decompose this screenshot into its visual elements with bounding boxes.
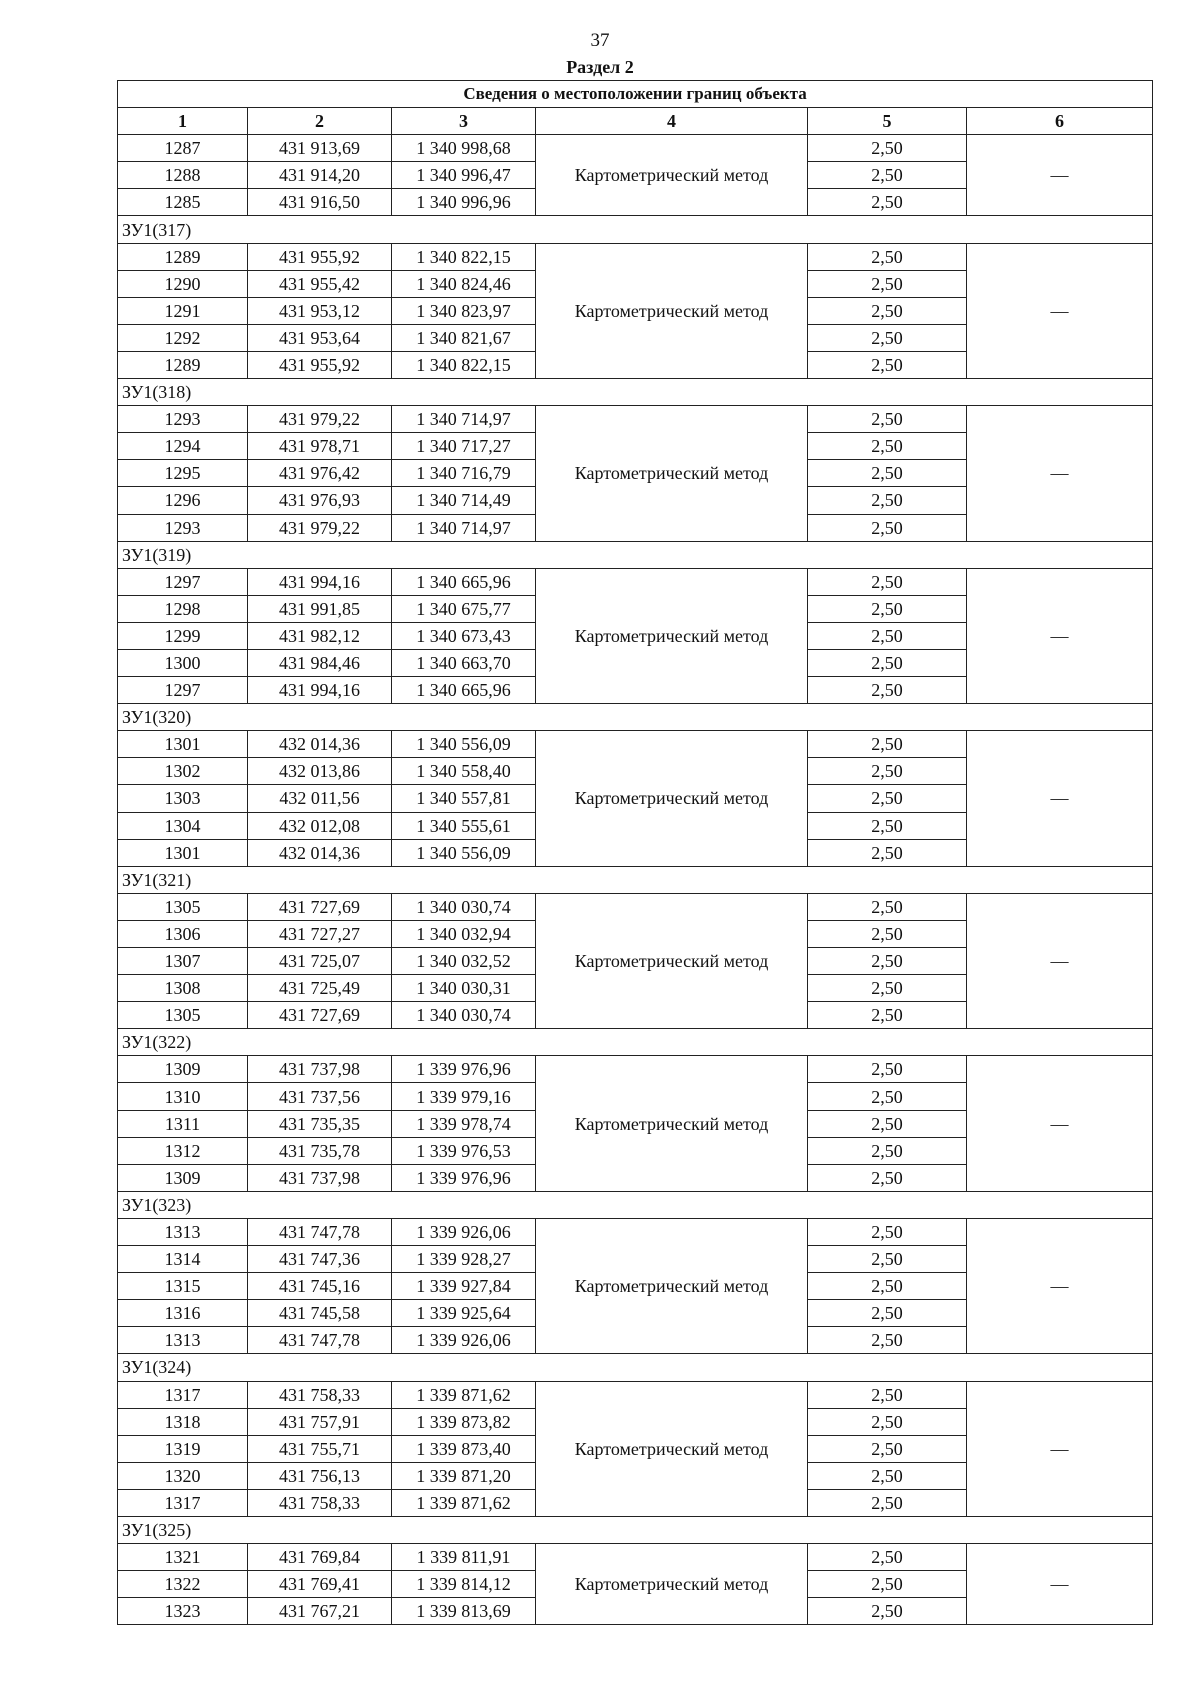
- point-number-cell: 1289: [118, 243, 248, 270]
- point-number-cell: 1297: [118, 677, 248, 704]
- x-coordinate-cell: 431 737,56: [248, 1083, 392, 1110]
- precision-cell: 2,50: [808, 1056, 967, 1083]
- description-cell: —: [967, 406, 1153, 541]
- table-title: Сведения о местоположении границ объекта: [118, 81, 1153, 108]
- point-number-cell: 1288: [118, 162, 248, 189]
- precision-cell: 2,50: [808, 839, 967, 866]
- point-number-cell: 1291: [118, 297, 248, 324]
- precision-cell: 2,50: [808, 297, 967, 324]
- precision-cell: 2,50: [808, 1273, 967, 1300]
- point-number-cell: 1308: [118, 975, 248, 1002]
- y-coordinate-cell: 1 340 996,96: [392, 189, 536, 216]
- y-coordinate-cell: 1 339 927,84: [392, 1273, 536, 1300]
- precision-cell: 2,50: [808, 351, 967, 378]
- y-coordinate-cell: 1 339 871,20: [392, 1462, 536, 1489]
- point-number-cell: 1305: [118, 1002, 248, 1029]
- precision-cell: 2,50: [808, 1408, 967, 1435]
- x-coordinate-cell: 432 013,86: [248, 758, 392, 785]
- table-row: [118, 1056, 1153, 1083]
- precision-cell: 2,50: [808, 1571, 967, 1598]
- point-number-cell: 1313: [118, 1327, 248, 1354]
- x-coordinate-cell: 431 735,35: [248, 1110, 392, 1137]
- precision-cell: 2,50: [808, 893, 967, 920]
- point-number-cell: 1292: [118, 324, 248, 351]
- y-coordinate-cell: 1 340 998,68: [392, 135, 536, 162]
- x-coordinate-cell: 431 767,21: [248, 1598, 392, 1625]
- x-coordinate-cell: 431 955,92: [248, 351, 392, 378]
- precision-cell: 2,50: [808, 1002, 967, 1029]
- x-coordinate-cell: 431 737,98: [248, 1164, 392, 1191]
- point-number-cell: 1296: [118, 487, 248, 514]
- precision-cell: 2,50: [808, 948, 967, 975]
- y-coordinate-cell: 1 340 714,49: [392, 487, 536, 514]
- x-coordinate-cell: 431 758,33: [248, 1489, 392, 1516]
- group-row: [118, 541, 1153, 568]
- point-number-cell: 1311: [118, 1110, 248, 1137]
- point-number-cell: 1309: [118, 1056, 248, 1083]
- y-coordinate-cell: 1 339 871,62: [392, 1381, 536, 1408]
- point-number-cell: 1289: [118, 351, 248, 378]
- x-coordinate-cell: 431 953,64: [248, 324, 392, 351]
- x-coordinate-cell: 431 955,92: [248, 243, 392, 270]
- y-coordinate-cell: 1 340 996,47: [392, 162, 536, 189]
- x-coordinate-cell: 431 745,58: [248, 1300, 392, 1327]
- method-cell: Картометрический метод: [536, 135, 808, 216]
- point-number-cell: 1322: [118, 1571, 248, 1598]
- precision-cell: 2,50: [808, 677, 967, 704]
- table-row: [118, 243, 1153, 270]
- method-cell: Картометрический метод: [536, 406, 808, 541]
- y-coordinate-cell: 1 339 811,91: [392, 1544, 536, 1571]
- x-coordinate-cell: 432 014,36: [248, 731, 392, 758]
- point-number-cell: 1318: [118, 1408, 248, 1435]
- x-coordinate-cell: 431 747,78: [248, 1327, 392, 1354]
- precision-cell: 2,50: [808, 1164, 967, 1191]
- precision-cell: 2,50: [808, 324, 967, 351]
- point-number-cell: 1297: [118, 568, 248, 595]
- y-coordinate-cell: 1 340 714,97: [392, 406, 536, 433]
- group-row: [118, 379, 1153, 406]
- precision-cell: 2,50: [808, 920, 967, 947]
- x-coordinate-cell: 431 758,33: [248, 1381, 392, 1408]
- y-coordinate-cell: 1 339 928,27: [392, 1246, 536, 1273]
- x-coordinate-cell: 431 747,78: [248, 1218, 392, 1245]
- precision-cell: 2,50: [808, 433, 967, 460]
- group-label: ЗУ1(322): [118, 1029, 1153, 1056]
- x-coordinate-cell: 431 769,84: [248, 1544, 392, 1571]
- precision-cell: 2,50: [808, 1218, 967, 1245]
- y-coordinate-cell: 1 340 557,81: [392, 785, 536, 812]
- precision-cell: 2,50: [808, 1544, 967, 1571]
- y-coordinate-cell: 1 340 714,97: [392, 514, 536, 541]
- description-cell: —: [967, 135, 1153, 216]
- boundary-coordinates-table: [117, 80, 1153, 1625]
- group-label: ЗУ1(320): [118, 704, 1153, 731]
- y-coordinate-cell: 1 339 873,82: [392, 1408, 536, 1435]
- point-number-cell: 1305: [118, 893, 248, 920]
- table-body: [118, 135, 1153, 1625]
- table-row: [118, 1381, 1153, 1408]
- method-cell: Картометрический метод: [536, 1056, 808, 1191]
- point-number-cell: 1303: [118, 785, 248, 812]
- group-row: [118, 1191, 1153, 1218]
- x-coordinate-cell: 431 991,85: [248, 595, 392, 622]
- precision-cell: 2,50: [808, 731, 967, 758]
- x-coordinate-cell: 431 745,16: [248, 1273, 392, 1300]
- x-coordinate-cell: 431 756,13: [248, 1462, 392, 1489]
- point-number-cell: 1300: [118, 649, 248, 676]
- column-header: 3: [392, 108, 536, 135]
- y-coordinate-cell: 1 340 032,52: [392, 948, 536, 975]
- column-header: 6: [967, 108, 1153, 135]
- x-coordinate-cell: 431 984,46: [248, 649, 392, 676]
- group-label: ЗУ1(323): [118, 1191, 1153, 1218]
- y-coordinate-cell: 1 339 926,06: [392, 1218, 536, 1245]
- point-number-cell: 1317: [118, 1381, 248, 1408]
- y-coordinate-cell: 1 340 717,27: [392, 433, 536, 460]
- y-coordinate-cell: 1 339 814,12: [392, 1571, 536, 1598]
- precision-cell: 2,50: [808, 135, 967, 162]
- precision-cell: 2,50: [808, 487, 967, 514]
- y-coordinate-cell: 1 340 556,09: [392, 731, 536, 758]
- point-number-cell: 1309: [118, 1164, 248, 1191]
- x-coordinate-cell: 431 737,98: [248, 1056, 392, 1083]
- x-coordinate-cell: 431 727,69: [248, 893, 392, 920]
- y-coordinate-cell: 1 340 030,74: [392, 1002, 536, 1029]
- y-coordinate-cell: 1 339 925,64: [392, 1300, 536, 1327]
- y-coordinate-cell: 1 339 926,06: [392, 1327, 536, 1354]
- column-header: 4: [536, 108, 808, 135]
- section-title: Раздел 2: [566, 57, 634, 77]
- y-coordinate-cell: 1 340 675,77: [392, 595, 536, 622]
- x-coordinate-cell: 431 994,16: [248, 568, 392, 595]
- x-coordinate-cell: 431 978,71: [248, 433, 392, 460]
- precision-cell: 2,50: [808, 514, 967, 541]
- y-coordinate-cell: 1 340 665,96: [392, 677, 536, 704]
- description-cell: —: [967, 243, 1153, 378]
- precision-cell: 2,50: [808, 406, 967, 433]
- point-number-cell: 1314: [118, 1246, 248, 1273]
- y-coordinate-cell: 1 339 976,96: [392, 1164, 536, 1191]
- column-header-row: [118, 108, 1153, 135]
- x-coordinate-cell: 431 725,07: [248, 948, 392, 975]
- description-cell: —: [967, 1544, 1153, 1625]
- group-label: ЗУ1(317): [118, 216, 1153, 243]
- x-coordinate-cell: 431 914,20: [248, 162, 392, 189]
- x-coordinate-cell: 432 012,08: [248, 812, 392, 839]
- group-row: [118, 866, 1153, 893]
- precision-cell: 2,50: [808, 812, 967, 839]
- point-number-cell: 1321: [118, 1544, 248, 1571]
- y-coordinate-cell: 1 340 030,31: [392, 975, 536, 1002]
- precision-cell: 2,50: [808, 162, 967, 189]
- precision-cell: 2,50: [808, 785, 967, 812]
- method-cell: Картометрический метод: [536, 893, 808, 1028]
- x-coordinate-cell: 431 955,42: [248, 270, 392, 297]
- description-cell: —: [967, 731, 1153, 866]
- x-coordinate-cell: 431 979,22: [248, 406, 392, 433]
- point-number-cell: 1315: [118, 1273, 248, 1300]
- point-number-cell: 1306: [118, 920, 248, 947]
- method-cell: Картометрический метод: [536, 1218, 808, 1353]
- precision-cell: 2,50: [808, 1435, 967, 1462]
- x-coordinate-cell: 431 976,42: [248, 460, 392, 487]
- group-label: ЗУ1(324): [118, 1354, 1153, 1381]
- point-number-cell: 1301: [118, 839, 248, 866]
- table-row: [118, 406, 1153, 433]
- y-coordinate-cell: 1 340 821,67: [392, 324, 536, 351]
- y-coordinate-cell: 1 340 673,43: [392, 622, 536, 649]
- table-row: [118, 568, 1153, 595]
- y-coordinate-cell: 1 339 979,16: [392, 1083, 536, 1110]
- y-coordinate-cell: 1 340 716,79: [392, 460, 536, 487]
- table-row: [118, 1544, 1153, 1571]
- point-number-cell: 1312: [118, 1137, 248, 1164]
- x-coordinate-cell: 431 727,69: [248, 1002, 392, 1029]
- x-coordinate-cell: 431 979,22: [248, 514, 392, 541]
- column-header: 1: [118, 108, 248, 135]
- y-coordinate-cell: 1 340 556,09: [392, 839, 536, 866]
- precision-cell: 2,50: [808, 1381, 967, 1408]
- point-number-cell: 1307: [118, 948, 248, 975]
- x-coordinate-cell: 431 982,12: [248, 622, 392, 649]
- y-coordinate-cell: 1 340 555,61: [392, 812, 536, 839]
- precision-cell: 2,50: [808, 1489, 967, 1516]
- precision-cell: 2,50: [808, 270, 967, 297]
- group-label: ЗУ1(321): [118, 866, 1153, 893]
- y-coordinate-cell: 1 340 663,70: [392, 649, 536, 676]
- group-row: [118, 704, 1153, 731]
- precision-cell: 2,50: [808, 758, 967, 785]
- precision-cell: 2,50: [808, 1083, 967, 1110]
- y-coordinate-cell: 1 340 030,74: [392, 893, 536, 920]
- x-coordinate-cell: 431 727,27: [248, 920, 392, 947]
- precision-cell: 2,50: [808, 1110, 967, 1137]
- precision-cell: 2,50: [808, 460, 967, 487]
- point-number-cell: 1301: [118, 731, 248, 758]
- x-coordinate-cell: 431 913,69: [248, 135, 392, 162]
- x-coordinate-cell: 431 953,12: [248, 297, 392, 324]
- group-label: ЗУ1(325): [118, 1516, 1153, 1543]
- point-number-cell: 1320: [118, 1462, 248, 1489]
- x-coordinate-cell: 431 916,50: [248, 189, 392, 216]
- y-coordinate-cell: 1 339 976,96: [392, 1056, 536, 1083]
- description-cell: —: [967, 1056, 1153, 1191]
- y-coordinate-cell: 1 340 822,15: [392, 351, 536, 378]
- group-label: ЗУ1(318): [118, 379, 1153, 406]
- y-coordinate-cell: 1 339 978,74: [392, 1110, 536, 1137]
- precision-cell: 2,50: [808, 1137, 967, 1164]
- y-coordinate-cell: 1 340 665,96: [392, 568, 536, 595]
- point-number-cell: 1290: [118, 270, 248, 297]
- point-number-cell: 1323: [118, 1598, 248, 1625]
- point-number-cell: 1319: [118, 1435, 248, 1462]
- precision-cell: 2,50: [808, 243, 967, 270]
- point-number-cell: 1317: [118, 1489, 248, 1516]
- precision-cell: 2,50: [808, 1598, 967, 1625]
- table-row: [118, 893, 1153, 920]
- x-coordinate-cell: 432 011,56: [248, 785, 392, 812]
- table-row: [118, 135, 1153, 162]
- precision-cell: 2,50: [808, 622, 967, 649]
- description-cell: —: [967, 893, 1153, 1028]
- point-number-cell: 1293: [118, 406, 248, 433]
- precision-cell: 2,50: [808, 1327, 967, 1354]
- point-number-cell: 1294: [118, 433, 248, 460]
- point-number-cell: 1302: [118, 758, 248, 785]
- point-number-cell: 1316: [118, 1300, 248, 1327]
- group-row: [118, 216, 1153, 243]
- y-coordinate-cell: 1 339 813,69: [392, 1598, 536, 1625]
- table-row: [118, 731, 1153, 758]
- group-label: ЗУ1(319): [118, 541, 1153, 568]
- precision-cell: 2,50: [808, 1462, 967, 1489]
- column-header: 2: [248, 108, 392, 135]
- column-header: 5: [808, 108, 967, 135]
- page-number: 37: [590, 30, 610, 51]
- y-coordinate-cell: 1 340 823,97: [392, 297, 536, 324]
- group-row: [118, 1354, 1153, 1381]
- y-coordinate-cell: 1 340 032,94: [392, 920, 536, 947]
- x-coordinate-cell: 431 735,78: [248, 1137, 392, 1164]
- y-coordinate-cell: 1 339 873,40: [392, 1435, 536, 1462]
- method-cell: Картометрический метод: [536, 1544, 808, 1625]
- point-number-cell: 1313: [118, 1218, 248, 1245]
- group-row: [118, 1516, 1153, 1543]
- y-coordinate-cell: 1 340 822,15: [392, 243, 536, 270]
- precision-cell: 2,50: [808, 649, 967, 676]
- point-number-cell: 1285: [118, 189, 248, 216]
- point-number-cell: 1298: [118, 595, 248, 622]
- x-coordinate-cell: 431 769,41: [248, 1571, 392, 1598]
- precision-cell: 2,50: [808, 568, 967, 595]
- x-coordinate-cell: 431 994,16: [248, 677, 392, 704]
- description-cell: —: [967, 1381, 1153, 1516]
- precision-cell: 2,50: [808, 189, 967, 216]
- method-cell: Картометрический метод: [536, 731, 808, 866]
- point-number-cell: 1310: [118, 1083, 248, 1110]
- description-cell: —: [967, 568, 1153, 703]
- description-cell: —: [967, 1218, 1153, 1353]
- method-cell: Картометрический метод: [536, 243, 808, 378]
- x-coordinate-cell: 431 757,91: [248, 1408, 392, 1435]
- point-number-cell: 1299: [118, 622, 248, 649]
- precision-cell: 2,50: [808, 975, 967, 1002]
- point-number-cell: 1287: [118, 135, 248, 162]
- group-row: [118, 1029, 1153, 1056]
- x-coordinate-cell: 431 725,49: [248, 975, 392, 1002]
- x-coordinate-cell: 432 014,36: [248, 839, 392, 866]
- table-title-row: [118, 81, 1153, 108]
- point-number-cell: 1293: [118, 514, 248, 541]
- precision-cell: 2,50: [808, 1246, 967, 1273]
- y-coordinate-cell: 1 339 976,53: [392, 1137, 536, 1164]
- x-coordinate-cell: 431 747,36: [248, 1246, 392, 1273]
- y-coordinate-cell: 1 340 558,40: [392, 758, 536, 785]
- x-coordinate-cell: 431 755,71: [248, 1435, 392, 1462]
- point-number-cell: 1304: [118, 812, 248, 839]
- table-row: [118, 1218, 1153, 1245]
- method-cell: Картометрический метод: [536, 1381, 808, 1516]
- point-number-cell: 1295: [118, 460, 248, 487]
- x-coordinate-cell: 431 976,93: [248, 487, 392, 514]
- precision-cell: 2,50: [808, 1300, 967, 1327]
- precision-cell: 2,50: [808, 595, 967, 622]
- y-coordinate-cell: 1 340 824,46: [392, 270, 536, 297]
- y-coordinate-cell: 1 339 871,62: [392, 1489, 536, 1516]
- method-cell: Картометрический метод: [536, 568, 808, 703]
